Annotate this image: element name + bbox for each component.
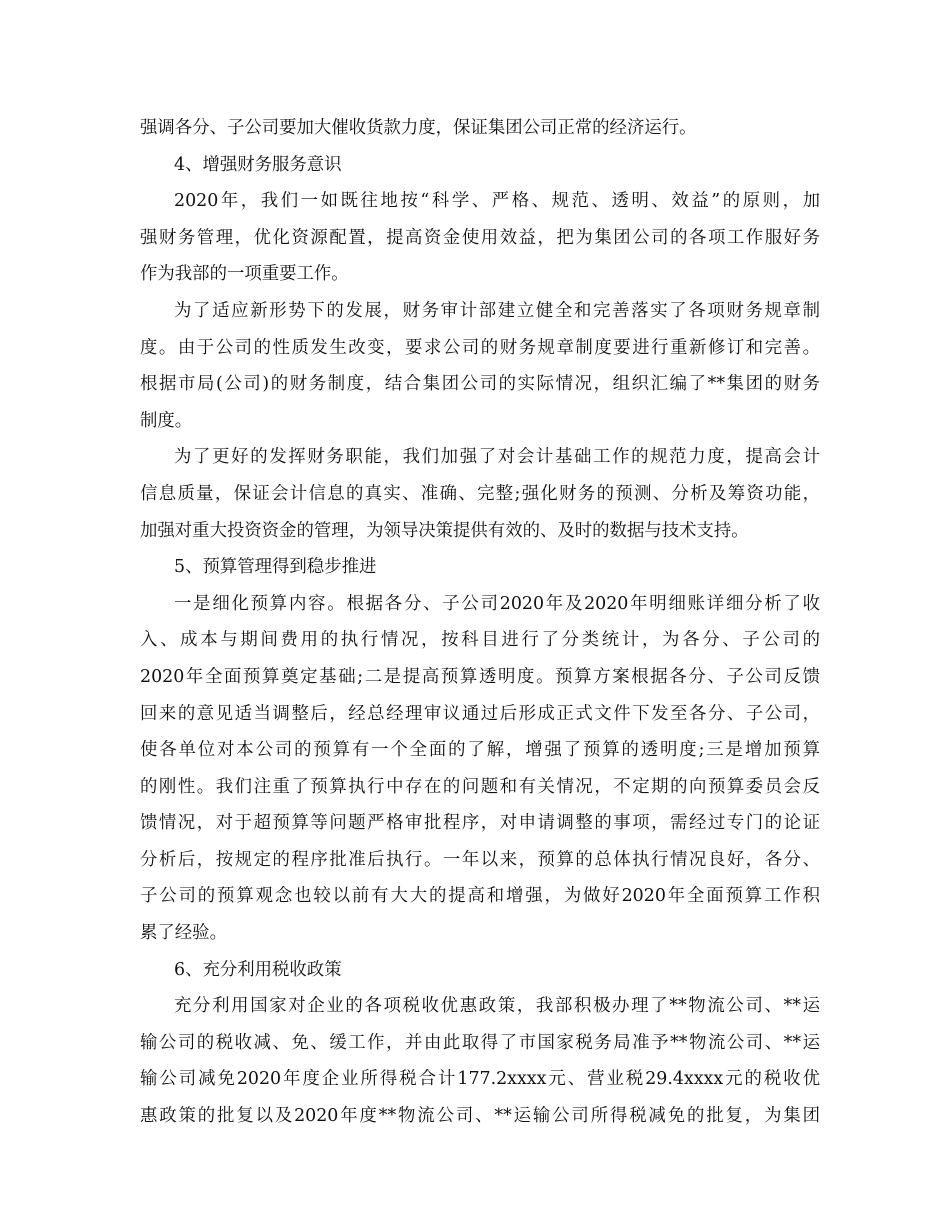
text-line: 5、预算管理得到稳步推进 bbox=[174, 557, 377, 578]
text-line: 6、充分利用税收政策 bbox=[174, 959, 342, 980]
text-line: 入、成本与期间费用的执行情况，按科目进行了分类统计，为各分、子公司的 bbox=[140, 630, 820, 651]
text-line: 馈情况，对于超预算等问题严格审批程序，对申请调整的事项，需经过专门的论证 bbox=[140, 813, 820, 834]
text-line: 输公司减免2020年度企业所得税合计177.2xxxx元、营业税29.4xxxx元的税收优 bbox=[140, 1069, 820, 1090]
text-line: 子公司的预算观念也较以前有大大的提高和增强，为做好2020年全面预算工作积 bbox=[140, 886, 820, 907]
text-line: 为了更好的发挥财务职能，我们加强了对会计基础工作的规范力度，提高会计 bbox=[174, 447, 820, 468]
text-line: 信息质量，保证会计信息的真实、准确、完整;强化财务的预测、分析及筹资功能， bbox=[140, 483, 820, 504]
text-line: 4、增强财务服务意识 bbox=[174, 154, 342, 175]
text-line: 2020年全面预算奠定基础;二是提高预算透明度。预算方案根据各分、子公司反馈 bbox=[140, 666, 820, 687]
document-page bbox=[140, 110, 820, 1135]
text-line: 作为我部的一项重要工作。 bbox=[140, 264, 349, 285]
text-line: 2020年，我们一如既往地按“科学、严格、规范、透明、效益”的原则，加 bbox=[174, 191, 820, 212]
text-line: 累了经验。 bbox=[140, 923, 227, 944]
text-line: 输公司的税收减、免、缓工作，并由此取得了市国家税务局准予**物流公司、**运 bbox=[140, 1032, 820, 1053]
text-line: 制度。 bbox=[140, 410, 193, 431]
text-line: 分析后，按规定的程序批准后执行。一年以来，预算的总体执行情况良好，各分、 bbox=[140, 849, 820, 870]
text-line: 使各单位对本公司的预算有一个全面的了解，增强了预算的透明度;三是增加预算 bbox=[140, 740, 820, 761]
text-line: 强财务管理，优化资源配置，提高资金使用效益，把为集团公司的各项工作服好务 bbox=[140, 227, 820, 248]
text-line: 度。由于公司的性质发生改变，要求公司的财务规章制度要进行重新修订和完善。 bbox=[140, 337, 820, 358]
text-line: 充分利用国家对企业的各项税收优惠政策，我部积极办理了**物流公司、**运 bbox=[174, 996, 820, 1017]
text-line: 根据市局(公司)的财务制度，结合集团公司的实际情况，组织汇编了**集团的财务 bbox=[140, 374, 820, 395]
text-line: 强调各分、子公司要加大催收货款力度，保证集团公司正常的经济运行。 bbox=[140, 118, 697, 138]
text-line: 一是细化预算内容。根据各分、子公司2020年及2020年明细账详细分析了收 bbox=[174, 593, 820, 614]
text-line: 的刚性。我们注重了预算执行中存在的问题和有关情况，不定期的向预算委员会反 bbox=[140, 776, 820, 797]
text-line: 回来的意见适当调整后，经总经理审议通过后形成正式文件下发至各分、子公司， bbox=[140, 703, 820, 724]
text-line: 惠政策的批复以及2020年度**物流公司、**运输公司所得税减免的批复，为集团 bbox=[140, 1106, 820, 1127]
text-line: 加强对重大投资资金的管理，为领导决策提供有效的、及时的数据与技术支持。 bbox=[140, 520, 749, 541]
text-line: 为了适应新形势下的发展，财务审计部建立健全和完善落实了各项财务规章制 bbox=[174, 300, 820, 321]
